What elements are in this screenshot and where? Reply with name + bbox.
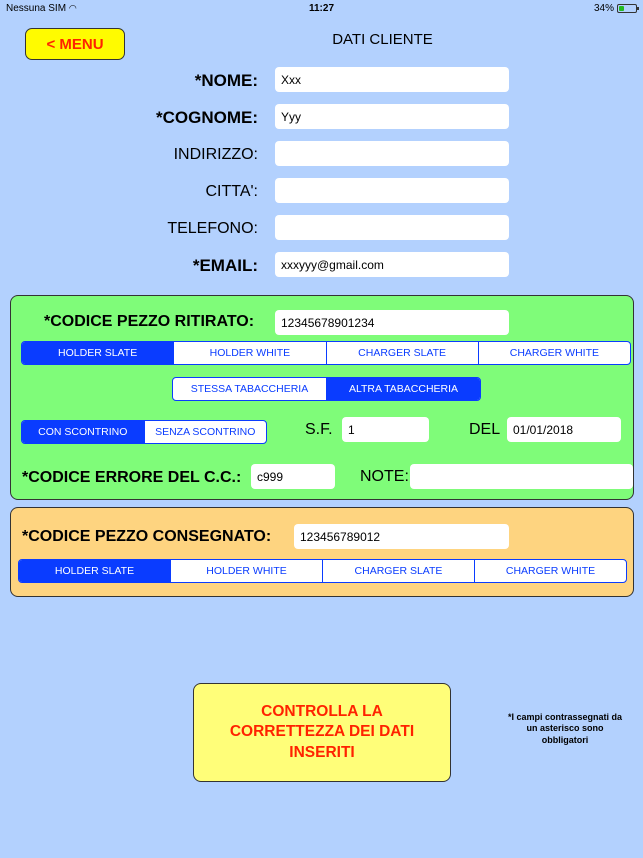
nome-input[interactable]: Xxx bbox=[275, 67, 509, 92]
clock: 11:27 bbox=[308, 3, 335, 14]
nome-label: *NOME: bbox=[194, 71, 258, 90]
tabaccheria-altra[interactable]: ALTRA TABACCHERIA bbox=[326, 378, 480, 400]
indirizzo-label: INDIRIZZO: bbox=[173, 146, 258, 163]
citta-label: CITTA': bbox=[205, 183, 258, 200]
indirizzo-input[interactable] bbox=[275, 141, 509, 166]
required-fields-note: *I campi contrassegnati da un asterisco sono obbligatori bbox=[507, 712, 623, 745]
consegnato-type-selector bbox=[18, 559, 627, 583]
email-input[interactable]: xxxyyy@gmail.com bbox=[275, 252, 509, 277]
consegnato-type-holder-slate[interactable]: HOLDER SLATE bbox=[19, 560, 170, 582]
codice-errore-input[interactable]: c999 bbox=[251, 464, 335, 489]
battery-indicator bbox=[594, 3, 637, 14]
note-label: NOTE: bbox=[360, 468, 409, 485]
codice-consegnato-input[interactable]: 123456789012 bbox=[294, 524, 509, 549]
scontrino-selector bbox=[21, 420, 267, 444]
cognome-label: *COGNOME: bbox=[156, 108, 258, 127]
consegnato-type-charger-white[interactable]: CHARGER WHITE bbox=[474, 560, 626, 582]
telefono-label: TELEFONO: bbox=[167, 220, 258, 237]
battery-icon bbox=[617, 4, 637, 13]
tabaccheria-stessa[interactable]: STESSA TABACCHERIA bbox=[190, 383, 309, 395]
ritirato-type-holder-white[interactable]: HOLDER WHITE bbox=[173, 342, 325, 364]
page-title: DATI CLIENTE bbox=[332, 31, 433, 48]
consegnato-type-holder-white[interactable]: HOLDER WHITE bbox=[170, 560, 322, 582]
codice-ritirato-input[interactable]: 12345678901234 bbox=[275, 310, 509, 335]
check-data-button[interactable]: CONTROLLA LA CORRETTEZZA DEI DATI INSERITI bbox=[193, 683, 451, 782]
del-date-input[interactable]: 01/01/2018 bbox=[507, 417, 621, 442]
note-input[interactable] bbox=[410, 464, 633, 489]
ritirato-type-charger-slate[interactable]: CHARGER SLATE bbox=[326, 342, 478, 364]
battery-percent: 34% bbox=[593, 3, 614, 14]
codice-errore-label: *CODICE ERRORE DEL C.C.: bbox=[22, 469, 242, 486]
consegnato-panel bbox=[10, 507, 634, 597]
telefono-input[interactable] bbox=[275, 215, 509, 240]
del-label: DEL bbox=[469, 421, 501, 438]
cognome-input[interactable]: Yyy bbox=[275, 104, 509, 129]
ritirato-type-selector bbox=[21, 341, 631, 365]
scontrino-con[interactable]: CON SCONTRINO bbox=[22, 421, 144, 443]
carrier-label: Nessuna SIM ◠ bbox=[6, 3, 77, 14]
citta-input[interactable] bbox=[275, 178, 509, 203]
sf-input[interactable]: 1 bbox=[342, 417, 429, 442]
ritirato-type-holder-slate[interactable]: HOLDER SLATE bbox=[22, 342, 173, 364]
ritirato-type-charger-white[interactable]: CHARGER WHITE bbox=[478, 342, 630, 364]
sf-label: S.F. bbox=[305, 421, 333, 438]
menu-button[interactable]: < MENU bbox=[25, 28, 125, 60]
consegnato-type-charger-slate[interactable]: CHARGER SLATE bbox=[322, 560, 474, 582]
tabaccheria-selector bbox=[172, 377, 481, 401]
status-bar bbox=[0, 0, 643, 18]
scontrino-senza[interactable]: SENZA SCONTRINO bbox=[144, 421, 267, 443]
battery-fill bbox=[619, 6, 624, 11]
codice-ritirato-label: *CODICE PEZZO RITIRATO: bbox=[44, 313, 255, 330]
email-label: *EMAIL: bbox=[192, 256, 258, 275]
codice-consegnato-label: *CODICE PEZZO CONSEGNATO: bbox=[22, 528, 272, 545]
wifi-icon: ◠ bbox=[68, 3, 77, 13]
